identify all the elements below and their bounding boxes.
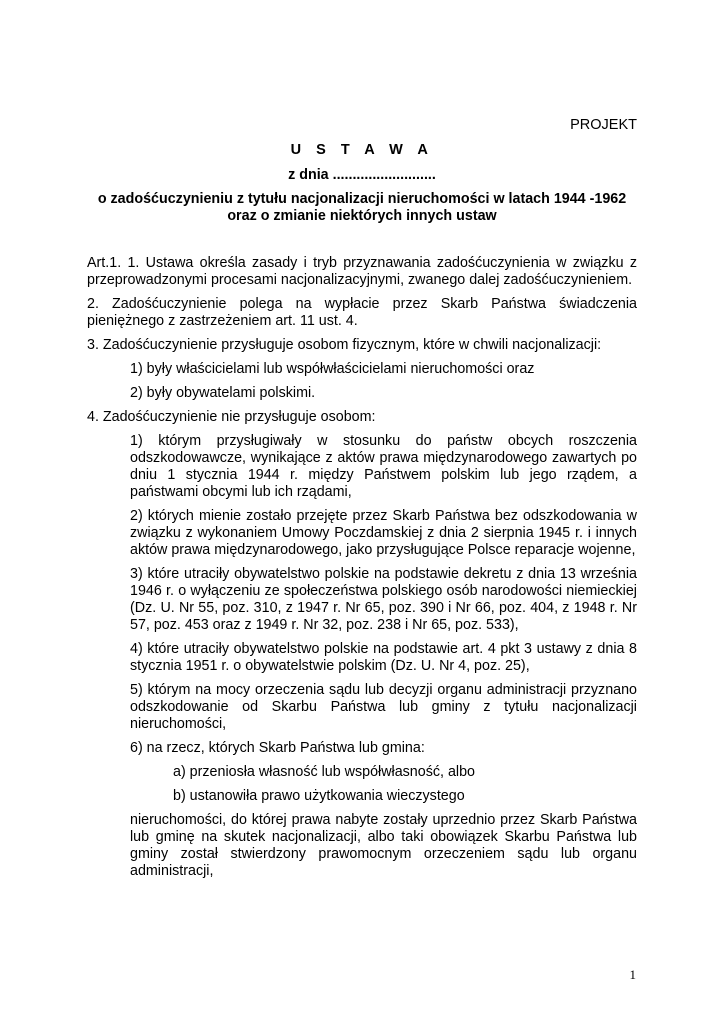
- article-1-section-4: 4. Zadośćuczynienie nie przysługuje osobom:: [87, 409, 376, 425]
- point-6-letter-b: b) ustanowiła prawo użytkowania wieczystego: [173, 788, 465, 804]
- page-number: 1: [629, 967, 636, 982]
- document-title: U S T A W A: [290, 142, 434, 158]
- point-6-letter-a: a) przeniosła własność lub współwłasność, albo: [173, 764, 475, 780]
- section-4-point-1: 1) którym przysługiwały w stosunku do państw obcych roszczenia odszkodowawcze, wynikające z aktów prawa międzynarodowego zawartych po dniu 1 stycznia 1944 r. między Państwem polskim lub jego rządem, a państwami obcymi lub ich rządami,: [130, 433, 637, 500]
- article-1-section-3: 3. Zadośćuczynienie przysługuje osobom fizycznym, które w chwili nacjonalizacji:: [87, 337, 602, 353]
- section-4-point-4: 4) które utraciły obywatelstwo polskie na podstawie art. 4 pkt 3 ustawy z dnia 8 stycznia 1951 r. o obywatelstwie polskim (Dz. U. Nr 4, poz. 25),: [130, 641, 637, 674]
- subject-line-2: oraz o zmianie niektórych innych ustaw: [227, 208, 497, 224]
- document-date: z dnia ..........................: [288, 167, 436, 183]
- point-6-continuation: nieruchomości, do której prawa nabyte zostały uprzednio przez Skarb Państwa lub gminę na skutek nacjonalizacji, albo taki obowiązek Skarbu Państwa lub gminy został stwierdzony prawomocnym orzeczeniem sądu lub organu administracji,: [130, 812, 637, 879]
- draft-label: PROJEKT: [570, 117, 637, 133]
- section-4-point-3: 3) które utraciły obywatelstwo polskie na podstawie dekretu z dnia 13 września 1946 r. o wyłączeniu ze społeczeństwa polskiego osób narodowości niemieckiej (Dz. U. Nr 55, poz. 310, z 1947 r. Nr 65, poz. 390 i Nr 66, poz. 404, z 1948 r. Nr 57, poz. 453 oraz z 1949 r. Nr 32, poz. 238 i Nr 65, poz. 533),: [130, 566, 637, 633]
- section-4-point-2: 2) których mienie zostało przejęte przez Skarb Państwa bez odszkodowania w związku z wykonaniem Umowy Poczdamskiej z dnia 2 sierpnia 1945 r. i innych aktów prawa międzynarodowego, jako przysługujące Polsce reparacje wojenne,: [130, 508, 637, 558]
- article-1-section-2: 2. Zadośćuczynienie polega na wypłacie przez Skarb Państwa świadczenia pieniężnego z zastrzeżeniem art. 11 ust. 4.: [87, 296, 637, 329]
- document-body: [87, 255, 637, 887]
- section-4-point-5: 5) którym na mocy orzeczenia sądu lub decyzji organu administracji przyznano odszkodowanie od Skarbu Państwa lub gminy z tytułu nacjonalizacji nieruchomości,: [130, 682, 637, 732]
- section-3-point-1: 1) były właścicielami lub współwłaścicielami nieruchomości oraz: [130, 361, 535, 377]
- section-4-point-6: 6) na rzecz, których Skarb Państwa lub gmina:: [130, 740, 425, 756]
- document-subject: [0, 191, 724, 225]
- section-3-point-2: 2) były obywatelami polskimi.: [130, 385, 316, 401]
- subject-line-1: o zadośćuczynieniu z tytułu nacjonalizacji nieruchomości w latach 1944 -1962: [97, 191, 627, 207]
- article-1-section-1: Art.1. 1. Ustawa określa zasady i tryb przyznawania zadośćuczynienia w związku z przeprowadzonymi procesami nacjonalizacyjnymi, zwanego dalej zadośćuczynieniem.: [87, 255, 637, 288]
